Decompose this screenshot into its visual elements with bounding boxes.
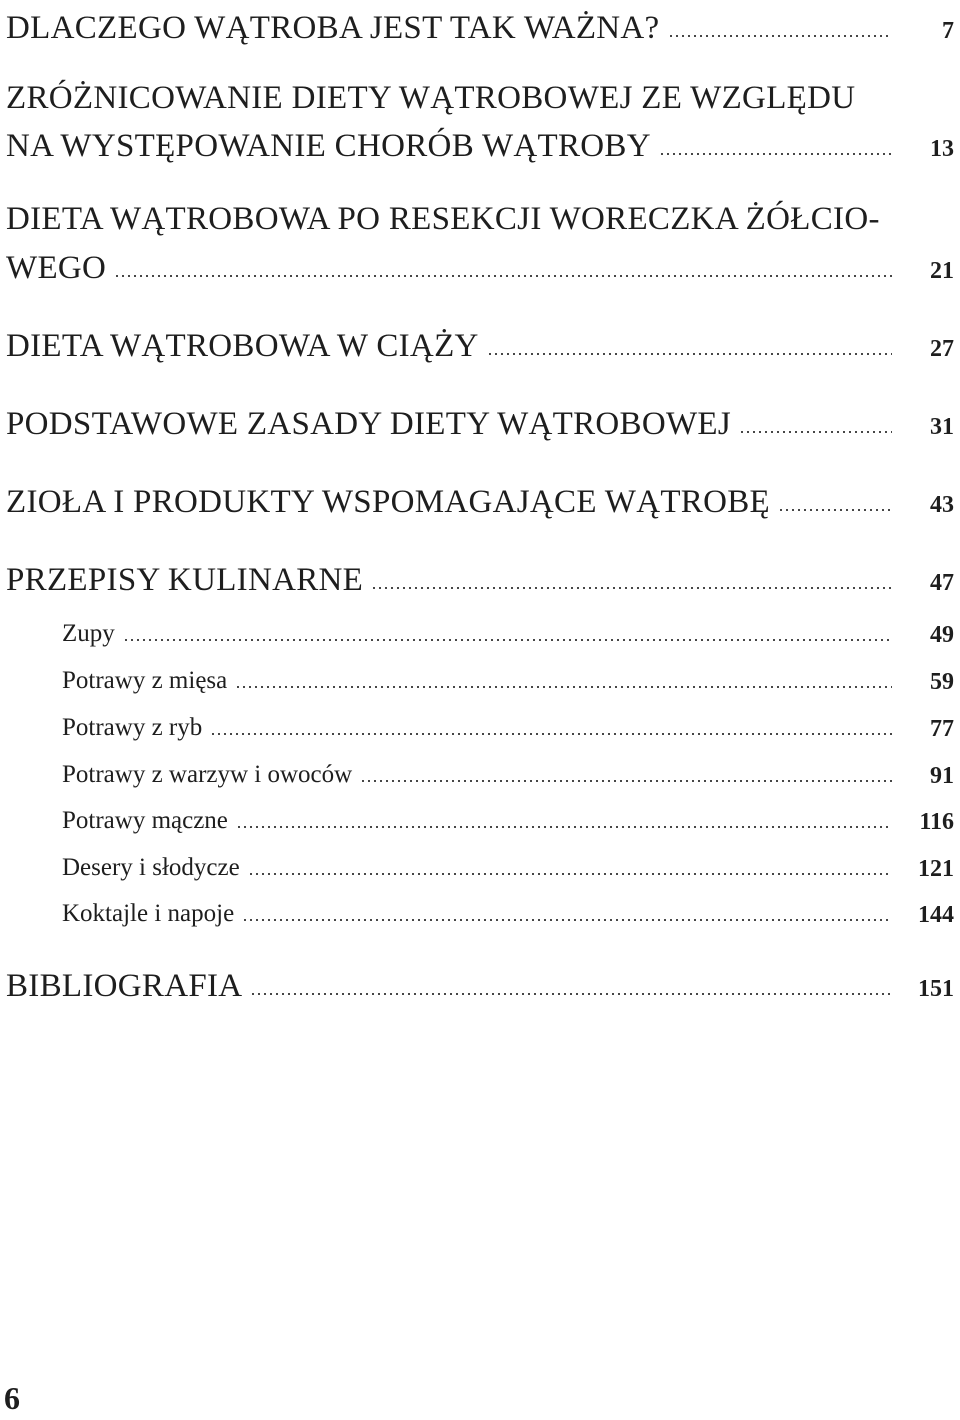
toc-entry-page: 31 [930, 414, 954, 440]
toc-entry[interactable] [6, 396, 960, 444]
toc-entry-page: 27 [930, 336, 954, 362]
toc-entry[interactable] [6, 552, 960, 600]
toc-subentry-page: 116 [919, 809, 954, 835]
toc-entry[interactable] [6, 118, 960, 166]
dot-leader [123, 638, 892, 642]
toc-subentry-page: 91 [930, 763, 954, 789]
toc-entry-title: WEGO [6, 250, 107, 286]
toc-subentry[interactable] [62, 836, 960, 884]
toc-entry-page: 7 [942, 18, 954, 44]
toc-entry[interactable] [6, 318, 960, 366]
dot-leader [778, 508, 892, 512]
dot-leader [371, 586, 892, 590]
toc-subentry[interactable] [62, 882, 960, 930]
dot-leader [739, 430, 892, 434]
page-number: 6 [4, 1380, 20, 1416]
dot-leader [360, 779, 892, 783]
toc-subentry-title: Zupy [62, 620, 115, 647]
toc-subentry-page: 121 [918, 856, 954, 882]
dot-leader [236, 825, 892, 829]
toc-entry-title: NA WYSTĘPOWANIE CHORÓB WĄTROBY [6, 128, 651, 164]
toc-subentry-title: Potrawy z ryb [62, 714, 203, 741]
dot-leader [210, 732, 892, 736]
toc-entry-title: PRZEPISY KULINARNE [6, 562, 364, 598]
toc-entry-title: DIETA WĄTROBOWA W CIĄŻY [6, 328, 479, 364]
toc-subentry-title: Potrawy z mięsa [62, 667, 228, 694]
toc-entry-page: 21 [930, 258, 954, 284]
dot-leader [235, 685, 892, 689]
toc-subentry[interactable] [62, 789, 960, 837]
toc-subentry-title: Desery i słodycze [62, 854, 240, 881]
toc-entry-title: ZIOŁA I PRODUKTY WSPOMAGAJĄCE WĄTROBĘ [6, 484, 771, 520]
toc-entry[interactable] [6, 958, 960, 1006]
dot-leader [668, 34, 892, 38]
toc-subentry-page: 77 [930, 716, 954, 742]
toc-subentry-title: Koktajle i napoje [62, 900, 235, 927]
toc-subentry[interactable] [62, 649, 960, 697]
toc-entry-title-line1: DIETA WĄTROBOWA PO RESEKCJI WORECZKA ŻÓŁCIO- [6, 201, 880, 237]
toc-subentry-title: Potrawy mączne [62, 807, 228, 834]
toc-entry[interactable] [6, 0, 960, 48]
dot-leader [242, 918, 892, 922]
toc-entry[interactable] [6, 474, 960, 522]
toc-subentry-page: 144 [918, 902, 954, 928]
toc-entry-title: BIBLIOGRAFIA [6, 968, 243, 1004]
toc-entry-title: DLACZEGO WĄTROBA JEST TAK WAŻNA? [6, 10, 660, 46]
dot-leader [487, 352, 892, 356]
toc-entry-page: 13 [930, 136, 954, 162]
toc-subentry-page: 49 [930, 622, 954, 648]
toc-subentry-title: Potrawy z warzyw i owoców [62, 761, 353, 788]
toc-subentry-page: 59 [930, 669, 954, 695]
toc-entry-title: PODSTAWOWE ZASADY DIETY WĄTROBOWEJ [6, 406, 732, 442]
toc-subentry[interactable] [62, 743, 960, 791]
dot-leader [248, 872, 892, 876]
toc-subentry[interactable] [62, 602, 960, 650]
toc-entry[interactable] [6, 240, 960, 288]
toc-entry-title-line1: ZRÓŻNICOWANIE DIETY WĄTROBOWEJ ZE WZGLĘDU [6, 80, 856, 116]
dot-leader [250, 992, 892, 996]
dot-leader [659, 152, 892, 156]
toc-entry-page: 43 [930, 492, 954, 518]
toc-entry-page: 151 [918, 976, 954, 1002]
dot-leader [114, 274, 892, 278]
toc-entry-page: 47 [930, 570, 954, 596]
toc-subentry[interactable] [62, 696, 960, 744]
